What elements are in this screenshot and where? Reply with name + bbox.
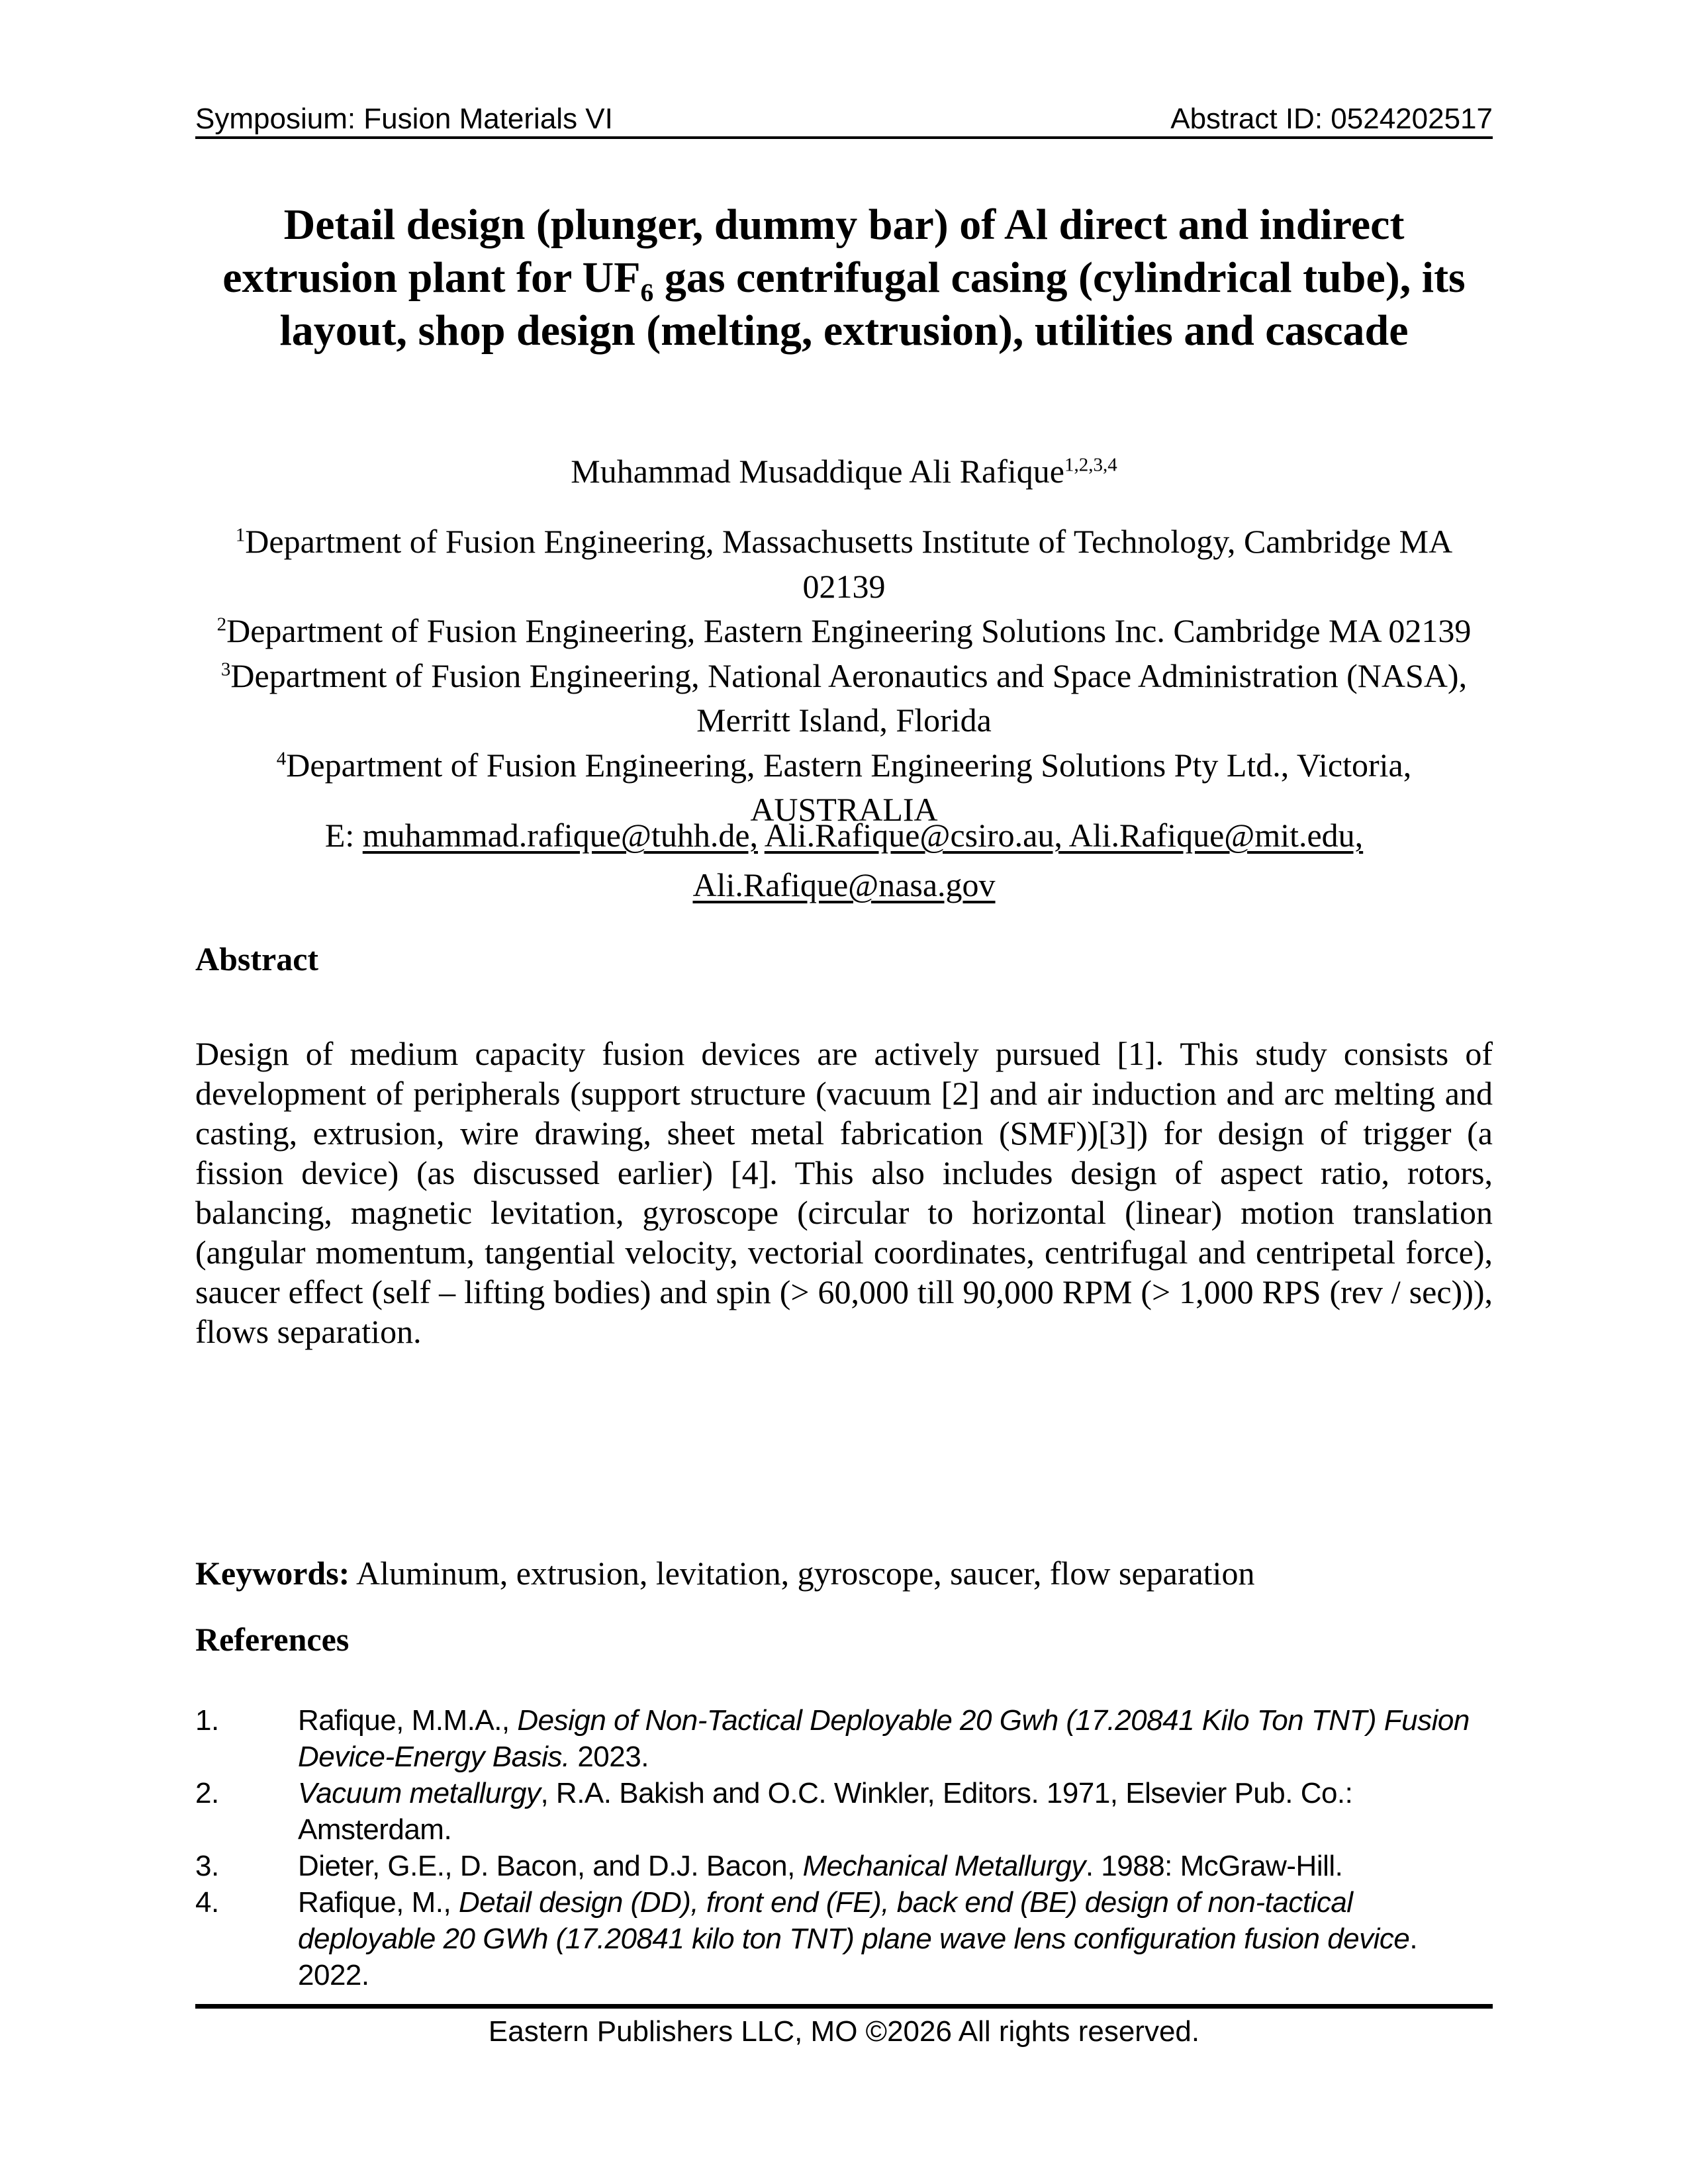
affiliation-4-continued: AUSTRALIA (750, 791, 938, 828)
abstract-heading: Abstract (195, 940, 319, 978)
email-prefix: E: (324, 817, 363, 854)
reference-text: Dieter, G.E., D. Bacon, and D.J. Bacon, Mechanical Metallurgy. 1988: McGraw-Hill. (298, 1850, 1343, 1882)
reference-number: 1. (195, 1704, 219, 1737)
reference-item-2 (195, 1775, 1493, 1848)
email-link-csiro-mit[interactable]: Ali.Rafique@csiro.au, Ali.Rafique@mit.edu, (764, 817, 1364, 854)
reference-item-3 (195, 1848, 1493, 1884)
reference-text: Vacuum metallurgy, R.A. Bakish and O.C. Winkler, Editors. 1971, Elsevier Pub. Co.: Amsterdam. (298, 1777, 1353, 1846)
reference-text: Rafique, M.M.A., Design of Non-Tactical Deployable 20 Gwh (17.20841 Kilo Ton TNT) Fusion Device-Energy Basis. 2023. (298, 1704, 1470, 1773)
email-link-tuhh[interactable]: muhammad.rafique@tuhh.de, (362, 817, 759, 854)
title-line-1: Detail design (plunger, dummy bar) of Al direct and indirect (283, 201, 1405, 249)
footer-divider (195, 2004, 1493, 2009)
author-name: Muhammad Musaddique Ali Rafique (571, 453, 1064, 490)
keywords-text: Aluminum, extrusion, levitation, gyroscope, saucer, flow separation (350, 1555, 1255, 1592)
affiliation-1: $^1$Department of Fusion Engineering, Massachusetts Institute of Technology, Cambridge MA 02139 (235, 523, 1453, 605)
page-header (195, 103, 1493, 135)
email-line-2 (195, 860, 1493, 910)
title-line-3: layout, shop design (melting, extrusion), utilities and cascade (279, 306, 1409, 355)
reference-number: 3. (195, 1850, 219, 1882)
author-affiliation-marks: 1,2,3,4 (1064, 454, 1117, 476)
references-list (195, 1702, 1493, 1993)
abstract-id: Abstract ID: 0524202517 (1170, 103, 1493, 135)
affiliations-block (195, 520, 1493, 833)
affiliation-3-continued: Merritt Island, Florida (696, 702, 992, 739)
contact-emails (195, 811, 1493, 910)
reference-item-1 (195, 1702, 1493, 1775)
reference-number: 4. (195, 1886, 219, 1919)
abstract-body: Design of medium capacity fusion devices are actively pursued [1]. This study consists of development of peripherals (support structure (vacuum [2] and air induction and arc melting and casting, extrusion, wire drawing, sheet metal fabrication (SMF))[3]) for design of trigger (a fission device) (as discussed earlier) [4]. This also includes design of aspect ratio, rotors, balancing, magnetic levitation, gyroscope (circular to horizontal (linear) motion translation (angular momentum, tangential velocity, vectorial coordinates, centrifugal and centripetal force), saucer effect (self – lifting bodies) and spin (> 60,000 till 90,000 RPM (> 1,000 RPS (rev / sec))), flows separation. (195, 1035, 1493, 1350)
keywords-line (195, 1554, 1493, 1592)
reference-text: Rafique, M., Detail design (DD), front end (FE), back end (BE) design of non-tactical deployable 20 GWh (17.20841 kilo ton TNT) plane wave lens configuration fusion device. 2022. (298, 1886, 1418, 1991)
affiliation-2: $^2$Department of Fusion Engineering, Eastern Engineering Solutions Inc. Cambridge MA 02139 (216, 612, 1472, 649)
email-line-1 (195, 811, 1493, 860)
header-divider (195, 136, 1493, 139)
symposium-name: Symposium: Fusion Materials VI (195, 103, 613, 135)
affiliation-4: $^4$Department of Fusion Engineering, Eastern Engineering Solutions Pty Ltd., Victoria, (276, 746, 1412, 784)
reference-number: 2. (195, 1777, 219, 1809)
affiliation-3: $^3$Department of Fusion Engineering, National Aeronautics and Space Administration (NASA), (220, 657, 1468, 694)
footer-copyright: Eastern Publishers LLC, MO ©2026 All rights reserved. (488, 2015, 1200, 2048)
references-heading: References (195, 1621, 350, 1658)
title-line-2: extrusion plant for $UF_6$ gas centrifugal casing (cylindrical tube), its (222, 253, 1466, 308)
paper-title (195, 199, 1493, 357)
email-link-nasa[interactable]: Ali.Rafique@nasa.gov (692, 866, 996, 903)
author-line (195, 451, 1493, 491)
reference-item-4 (195, 1884, 1493, 1993)
keywords-label: Keywords: (195, 1555, 350, 1592)
uf6-subscript: 6 (640, 278, 654, 308)
